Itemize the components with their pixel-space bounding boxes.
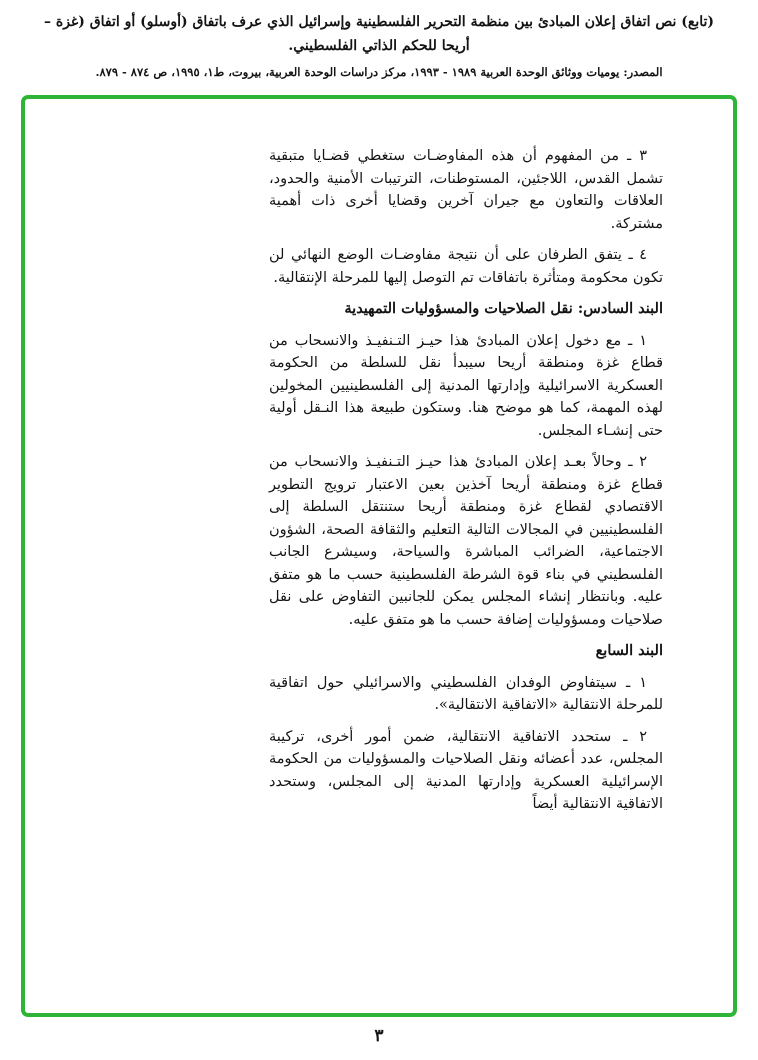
header-title-line1: (تابع) نص اتفاق إعلان المبادئ بين منظمة التحرير الفلسطينية وإسرائيل الذي عرف باتفاق (أوسلو) أو اتفاق (غزة –: [43, 14, 715, 30]
header-source: المصدر: يوميات ووثائق الوحدة العربية ١٩٨٩ - ١٩٩٣، مركز دراسات الوحدة العربية، بيروت، ط١، ١٩٩٥، ص ٨٧٤ - ٨٧٩.: [95, 65, 663, 79]
paragraph: ١ ـ مع دخول إعلان المبادئ هذا حيـز التـنفيـذ والانسحاب من قطاع غزة ومنطقة أريحا سيبدأ نقل للسلطة من الحكومة العسكرية الاسرائيلية وإدارتها المدنية إلى الفلسطينيين المخولين لهذه المهمة، كما هو موضح هنا. وستكون طبيعة هذا النـقل أولية حتى إنشـاء المجلس.: [269, 332, 663, 439]
document-header: [0, 12, 758, 81]
paragraph: ٢ ـ وحالاً بعـد إعلان المبادئ هذا حيـز التـنفيـذ والانسحاب من قطاع غزة ومنطقة أريحا آخذين بعين الاعتبار ترويج التطوير الاقتصادي لقطاع غزة ومنطقة أريحا ستنتقل السلطة إلى الفلسطينيين في المجالات التالية التعليم والثقافة الصحة، الشؤون الاجتماعية، الضرائب المباشرة والسياحة، وسيشرع الجانب الفلسطيني في بناء قوة الشرطة الفلسطينية حسب ما هو متفق عليه. وبانتظار إنشاء المجلس يمكن للجانبين التفاوض على نقل صلاحيات ومسؤوليات إضافة حسب ما هو متفق عليه.: [269, 454, 663, 628]
paragraph: ٢ ـ ستحدد الاتفاقية الانتقالية، ضمن أمور أخرى، تركيبة المجلس، عدد أعضائه ونقل الصلاحيات والمسؤوليات من الحكومة الإسرائيلية العسكرية وإدارتها المدنية إلى المجلس، وستحدد الاتفاقية الانتقالية أيضاً: [269, 728, 663, 812]
header-title-line2: أريحا للحكم الذاتي الفلسطيني.: [288, 38, 470, 54]
article-body: [269, 145, 663, 825]
section-heading: البند السابع: [595, 642, 663, 659]
scanned-page-frame: [21, 95, 737, 1017]
paragraph: ٣ ـ من المفهوم أن هذه المفاوضـات ستغطي قضـايا متبقية تشمل القدس، اللاجئين، المستوطنات، الترتيبات الأمنية والحدود، العلاقات والتعاون مع جيران آخرين وقضايا أخرى ذات أهمية مشتركة.: [269, 148, 663, 232]
page-number: ٣: [374, 1026, 384, 1046]
paragraph: ٤ ـ يتفق الطرفان على أن نتيجة مفاوضـات الوضع النهائي لن تكون محكومة ومتأثرة باتفاقات تم التوصل إليها للمرحلة الإنتقالية.: [269, 247, 663, 286]
section-heading: البند السادس: نقل الصلاحيات والمسؤوليات التمهيدية: [344, 300, 663, 317]
paragraph: ١ ـ سيتفاوض الوفدان الفلسطيني والاسرائيلي حول اتفاقية للمرحلة الانتقالية «الاتفاقية الانتقالية».: [269, 674, 663, 713]
